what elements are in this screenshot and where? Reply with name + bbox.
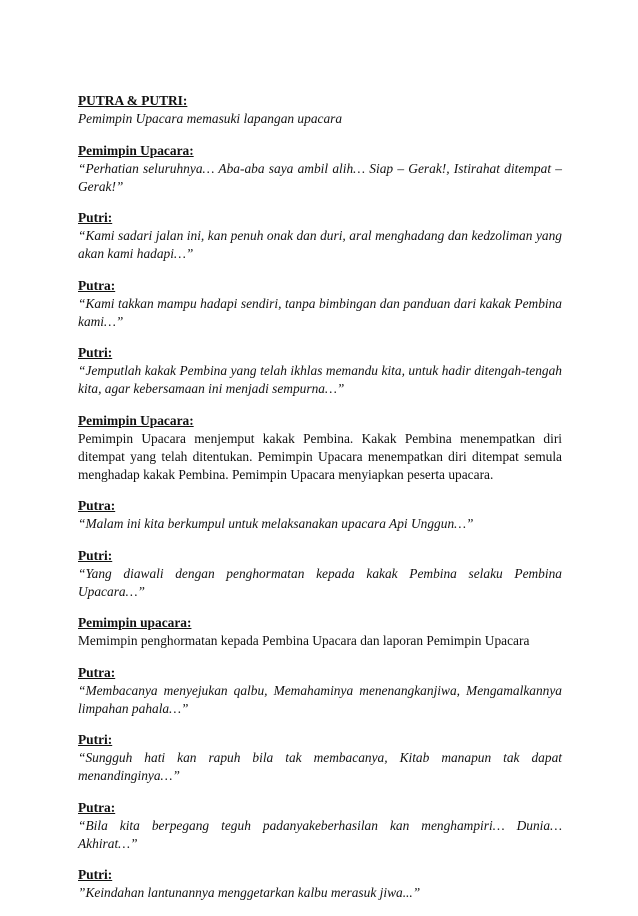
section-4 xyxy=(78,277,562,331)
speaker-text: “Perhatian seluruhnya… Aba-aba saya ambil alih… Siap – Gerak!, Istirahat ditempat – Gerak!” xyxy=(78,160,562,194)
section-3 xyxy=(78,209,562,263)
speaker-text: “Malam ini kita berkumpul untuk melaksanakan upacara Api Unggun…” xyxy=(78,516,474,531)
speaker-text: “Bila kita berpegang teguh padanyakeberhasilan kan menghampiri… Dunia… Akhirat…” xyxy=(78,817,562,851)
section-1 xyxy=(78,92,562,128)
section-2 xyxy=(78,142,562,196)
section-12 xyxy=(78,799,562,853)
section-6 xyxy=(78,412,562,484)
section-7 xyxy=(78,497,562,533)
speaker-text: “Sungguh hati kan rapuh bila tak membacanya, Kitab manapun tak dapat menandinginya…” xyxy=(78,750,562,783)
section-10 xyxy=(78,664,562,718)
speaker-label: Pemimpin Upacara: xyxy=(78,412,194,428)
speaker-text: “Yang diawali dengan penghormatan kepada kakak Pembina selaku Pembina Upacara…” xyxy=(78,565,562,599)
speaker-label: Pemimpin Upacara: xyxy=(78,142,194,158)
speaker-label: PUTRA & PUTRI: xyxy=(78,93,188,108)
speaker-label: Putri: xyxy=(78,732,113,747)
speaker-label: Putri: xyxy=(78,547,113,563)
document-page xyxy=(78,92,562,916)
speaker-text: “Membacanya menyejukan qalbu, Memahaminya menenangkanjiwa, Mengamalkannya limpahan pahala…” xyxy=(78,682,562,716)
speaker-label: Putri: xyxy=(78,210,113,225)
section-5 xyxy=(78,344,562,398)
speaker-label: Pemimpin upacara: xyxy=(78,615,192,630)
speaker-label: Putra: xyxy=(78,498,116,513)
speaker-text: Memimpin penghormatan kepada Pembina Upacara dan laporan Pemimpin Upacara xyxy=(78,633,530,648)
speaker-text: “Jemputlah kakak Pembina yang telah ikhlas memandu kita, untuk hadir ditengah-tengah kita, agar kebersamaan ini menjadi sempurna…” xyxy=(78,363,562,396)
speaker-text: “Kami sadari jalan ini, kan penuh onak dan duri, aral menghadang dan kedzoliman yang akan kami hadapi…” xyxy=(78,228,562,261)
speaker-text: Pemimpin Upacara menjemput kakak Pembina. Kakak Pembina menempatkan diri ditempat yang telah ditentukan. Pemimpin Upacara menempatkan diri ditempat semula menghadap kakak Pembina. Pemimpin Upacara menyiapkan peserta upacara. xyxy=(78,430,562,482)
speaker-label: Putra: xyxy=(78,664,116,680)
speaker-label: Putri: xyxy=(78,867,113,882)
section-13 xyxy=(78,866,562,902)
speaker-text: ”Keindahan lantunannya menggetarkan kalbu merasuk jiwa...” xyxy=(78,885,421,900)
section-8 xyxy=(78,547,562,601)
speaker-label: Putri: xyxy=(78,345,113,360)
speaker-text: Pemimpin Upacara memasuki lapangan upacara xyxy=(78,111,343,126)
speaker-label: Putra: xyxy=(78,277,116,293)
section-9 xyxy=(78,614,562,650)
speaker-label: Putra: xyxy=(78,799,116,815)
section-11 xyxy=(78,731,562,785)
speaker-text: “Kami takkan mampu hadapi sendiri, tanpa bimbingan dan panduan dari kakak Pembina kami…” xyxy=(78,295,562,329)
